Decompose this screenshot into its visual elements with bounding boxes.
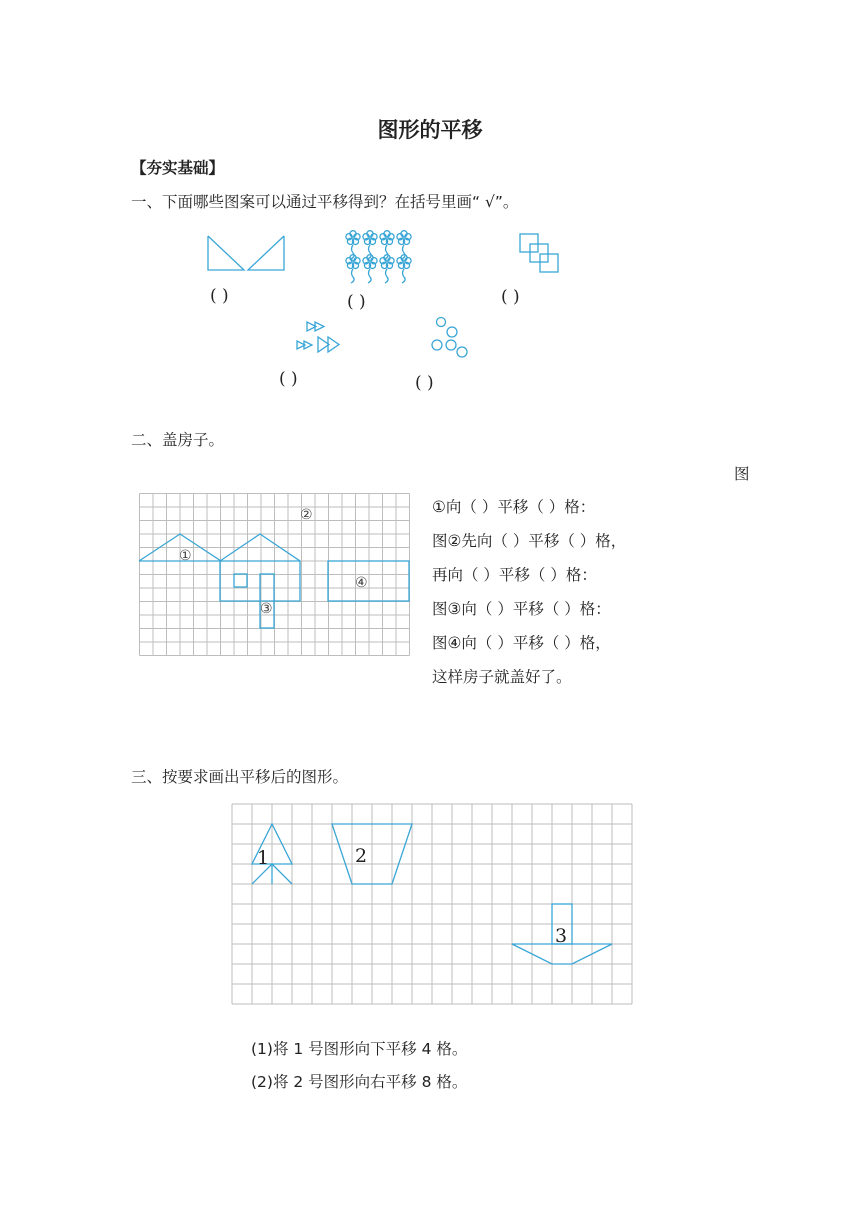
- q3-instruction-1: (1)将 1 号图形向下平移 4 格。: [251, 1040, 468, 1058]
- q2-line-4[interactable]: 图③向（ ）平移（ ）格：: [432, 600, 611, 618]
- figure-label-3: 3: [555, 925, 568, 947]
- q1-bracket-2[interactable]: ( ): [347, 292, 366, 312]
- q2-prompt: 二、盖房子。: [131, 431, 225, 449]
- q2-line-6: 这样房子就盖好了。: [432, 668, 572, 686]
- q2-line-1[interactable]: ①向（ ）平移（ ）格：: [432, 498, 596, 516]
- q2-line-0: 图: [734, 465, 750, 483]
- grid-label-1: ①: [179, 548, 192, 564]
- q1-bracket-3[interactable]: ( ): [501, 287, 520, 307]
- q1-bracket-1[interactable]: ( ): [210, 286, 229, 306]
- q2-line-2[interactable]: 图②先向（ ）平移（ ）格，: [432, 532, 627, 550]
- q3-prompt: 三、按要求画出平移后的图形。: [131, 768, 349, 786]
- page-title: 图形的平移: [377, 118, 483, 142]
- q3-instruction-2: (2)将 2 号图形向右平移 8 格。: [251, 1073, 468, 1091]
- q1-bracket-4[interactable]: ( ): [279, 369, 298, 389]
- grid-label-2: ②: [300, 507, 313, 523]
- figure-label-2: 2: [355, 845, 368, 867]
- q1-bracket-5[interactable]: ( ): [415, 373, 434, 393]
- q2-line-3[interactable]: 再向（ ）平移（ ）格：: [432, 566, 597, 584]
- q1-prompt: 一、下面哪些图案可以通过平移得到？在括号里画“ √”。: [131, 193, 519, 211]
- grid-label-4: ④: [355, 575, 368, 591]
- grid-label-3: ③: [260, 601, 273, 617]
- section-label: 【夯实基础】: [131, 159, 225, 177]
- figure-label-1: 1: [257, 847, 270, 869]
- q2-line-5[interactable]: 图④向（ ）平移（ ）格，: [432, 634, 611, 652]
